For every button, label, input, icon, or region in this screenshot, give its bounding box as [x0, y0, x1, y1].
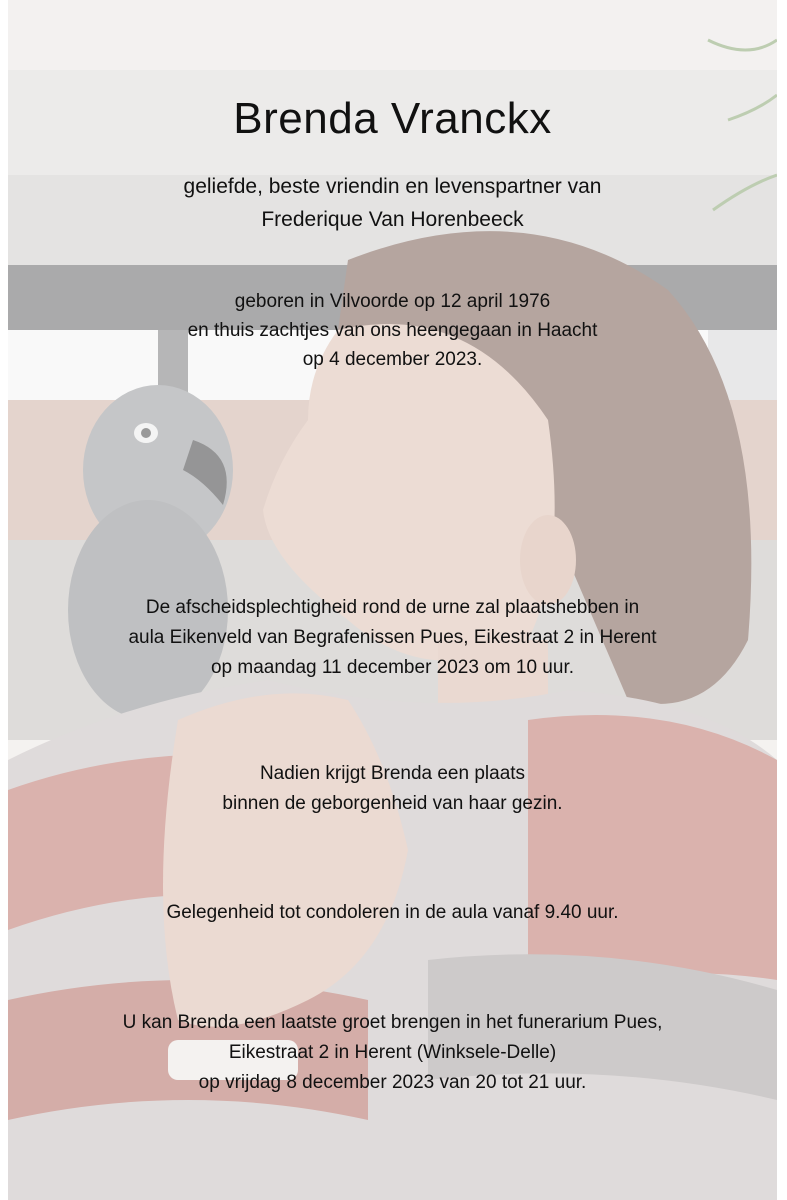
ceremony-text: [8, 593, 777, 683]
deceased-name: Brenda Vranckx: [233, 94, 552, 143]
visitation-text: [8, 1008, 777, 1098]
birth-death-text: [8, 287, 777, 374]
condolences-line: Gelegenheid tot condoleren in de aula vanaf 9.40 uur.: [166, 902, 619, 923]
visitation-date-line: op vrijdag 8 december 2023 van 20 tot 21 uur.: [198, 1072, 587, 1093]
afterwards-line-1: Nadien krijgt Brenda een plaats: [259, 763, 526, 784]
ceremony-date-line: op maandag 11 december 2023 om 10 uur.: [210, 657, 574, 678]
afterwards-text: [8, 759, 777, 819]
passing-line: en thuis zachtjes van ons heengegaan in Haacht: [187, 320, 598, 341]
visitation-address-line: Eikestraat 2 in Herent (Winksele-Delle): [228, 1042, 557, 1063]
condolences-text: [8, 898, 777, 928]
birth-line: geboren in Vilvoorde op 12 april 1976: [234, 291, 551, 312]
notice-text: [8, 0, 777, 1200]
afterwards-line-2: binnen de geborgenheid van haar gezin.: [222, 793, 563, 814]
ceremony-line-1: De afscheidsplechtigheid rond de urne zal plaatshebben in: [145, 597, 640, 618]
death-date-line: op 4 december 2023.: [302, 349, 483, 370]
visitation-line-1: U kan Brenda een laatste groet brengen in het funerarium Pues,: [122, 1012, 663, 1033]
ceremony-location-line: aula Eikenveld van Begrafenissen Pues, Eikestraat 2 in Herent: [128, 627, 657, 648]
partner-name: Frederique Van Horenbeeck: [261, 208, 524, 231]
relationship-text: [8, 170, 777, 236]
relationship-line: geliefde, beste vriendin en levenspartner van: [183, 175, 602, 198]
